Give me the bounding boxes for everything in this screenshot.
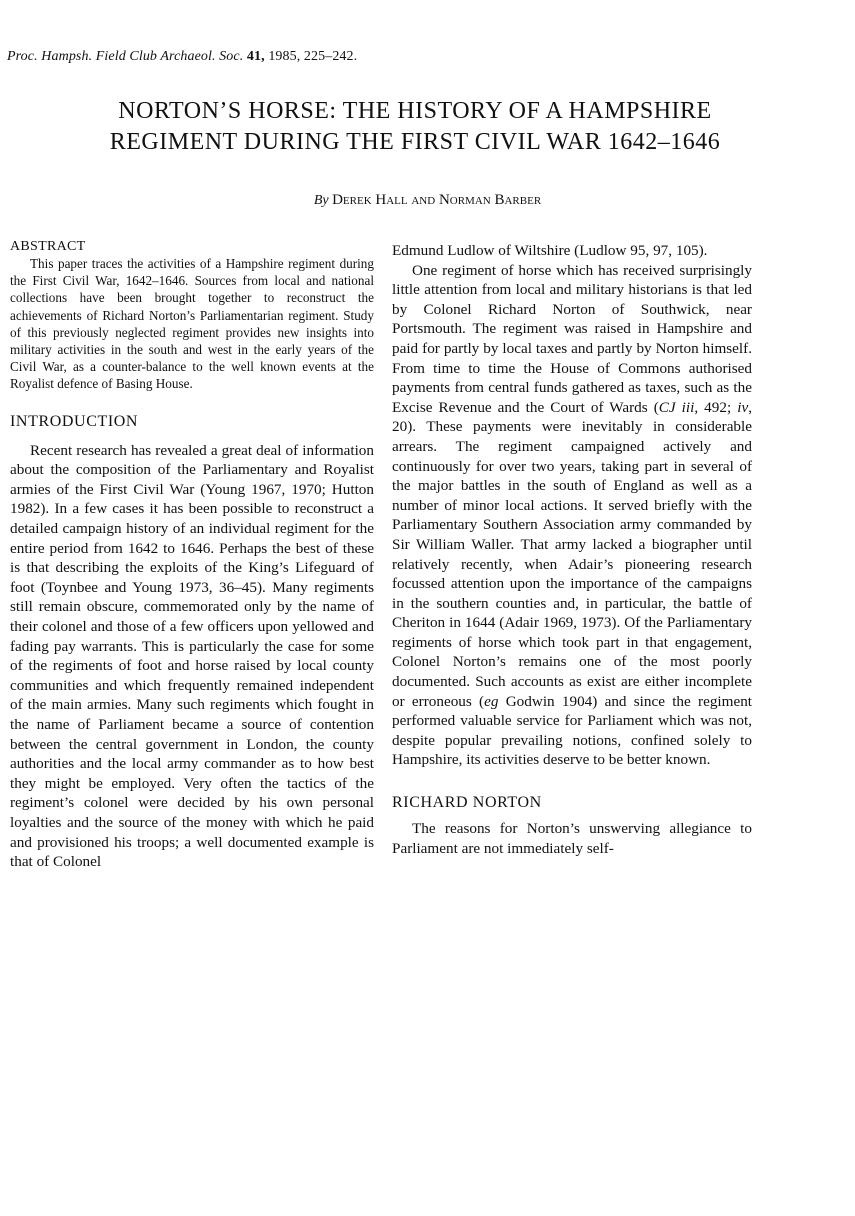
para2-part-d: Godwin 1904) and since the regiment performed valuable service for Parliament which was not, despite popular prevailing notions, confined solely to Hampshire, its activities deserve to be better known.: [392, 692, 753, 769]
byline: [0, 192, 855, 209]
introduction-paragraph-2: [392, 261, 752, 770]
journal-volume: 41,: [246, 49, 265, 64]
introduction-paragraph-1-continued: Edmund Ludlow of Wiltshire (Ludlow 95, 97, 105).: [392, 242, 708, 259]
byline-authors: Derek Hall and Norman Barber: [332, 192, 542, 208]
byline-by: By: [313, 193, 329, 208]
left-column: [10, 238, 374, 872]
abstract-text: This paper traces the activities of a Hampshire regiment during the First Civil War, 1642–1646. Sources from local and national collections have been brought together to reconstruct the achievements of Richard Norton’s Parliamentarian regiment. Study of this previously neglected regiment provides new insights into military activities in the south and west in the early years of the Civil War, as a counter-balance to the well known events at the Royalist defence of Basing House.: [10, 256, 374, 392]
introduction-heading: INTRODUCTION: [10, 412, 139, 430]
article-title: [20, 96, 810, 158]
commons-journal-ref: CJ iii: [658, 398, 695, 416]
eg-abbrev: eg: [484, 692, 499, 710]
para2-part-b: , 492;: [694, 398, 738, 416]
journal-pages: 1985, 225–242.: [268, 49, 358, 64]
right-column: [392, 241, 752, 858]
introduction-paragraph-1: Recent research has revealed a great deal of information about the composition of the Parliamentary and Royalist armies of the First Civil War (Young 1967, 1970; Hutton 1982). In a few cases it has been possible to reconstruct a detailed campaign history of an individual regiment for the entire period from 1642 to 1646. Perhaps the best of these is that describing the exploits of the King’s Lifeguard of foot (Toynbee and Young 1973, 36–45). Many regiments still remain obscure, commemorated only by the name of their colonel and those of a few officers upon yellowed and fading pay warrants. This is particularly the case for some of the regiments of foot and horse raised by local county communities and which frequently remained independent of the main armies. Many such regiments which fought in the name of Parliament became a source of contention between the central government in London, the county authorities and the local army commander as to how best they might be employed. Very often the tactics of the regiment’s colonel were decided by his own personal loyalties and the source of the money with which he paid and provisioned his troops; a well documented example is that of Colonel: [10, 441, 374, 871]
para2-part-c: , 20). These payments were inevitably in considerable arrears. The regiment campaigned actively and continuously for over two years, taking part in several of the major battles in the south of England as well as a number of minor local actions. It served briefly with the Parliamentary Southern Association army commanded by Sir William Waller. That army lacked a biographer until relatively recently, when Adair’s pioneering research focussed attention upon the importance of the campaigns in the southern counties and, in particular, the battle of Cheriton in 1644 (Adair 1969, 1973). Of the Parliamentary regiments of horse which took part in that engagement, Colonel Norton’s remains one of the most poorly documented. Such accounts as exist are either incomplete or erroneous (: [392, 398, 752, 710]
title-line-1: NORTON’S HORSE: THE HISTORY OF A HAMPSHIRE: [118, 98, 712, 124]
richard-norton-paragraph-1: The reasons for Norton’s unswerving allegiance to Parliament are not immediately self-: [392, 820, 752, 857]
journal-citation: [7, 49, 357, 65]
para2-part-a: One regiment of horse which has received surprisingly little attention from local and military historians is that led by Colonel Richard Norton of Southwick, near Portsmouth. The regiment was raised in Hampshire and paid for partly by local taxes and partly by Norton himself. From time to time the House of Commons authorised payments from central funds gathered as taxes, such as the Excise Revenue and the Court of Wards (: [392, 261, 752, 416]
volume-iv-ref: iv: [737, 398, 749, 416]
abstract-heading: ABSTRACT: [10, 239, 86, 254]
title-line-2: REGIMENT DURING THE FIRST CIVIL WAR 1642–1646: [109, 129, 721, 155]
richard-norton-heading: RICHARD NORTON: [392, 794, 542, 812]
journal-name: Proc. Hampsh. Field Club Archaeol. Soc.: [7, 49, 244, 64]
